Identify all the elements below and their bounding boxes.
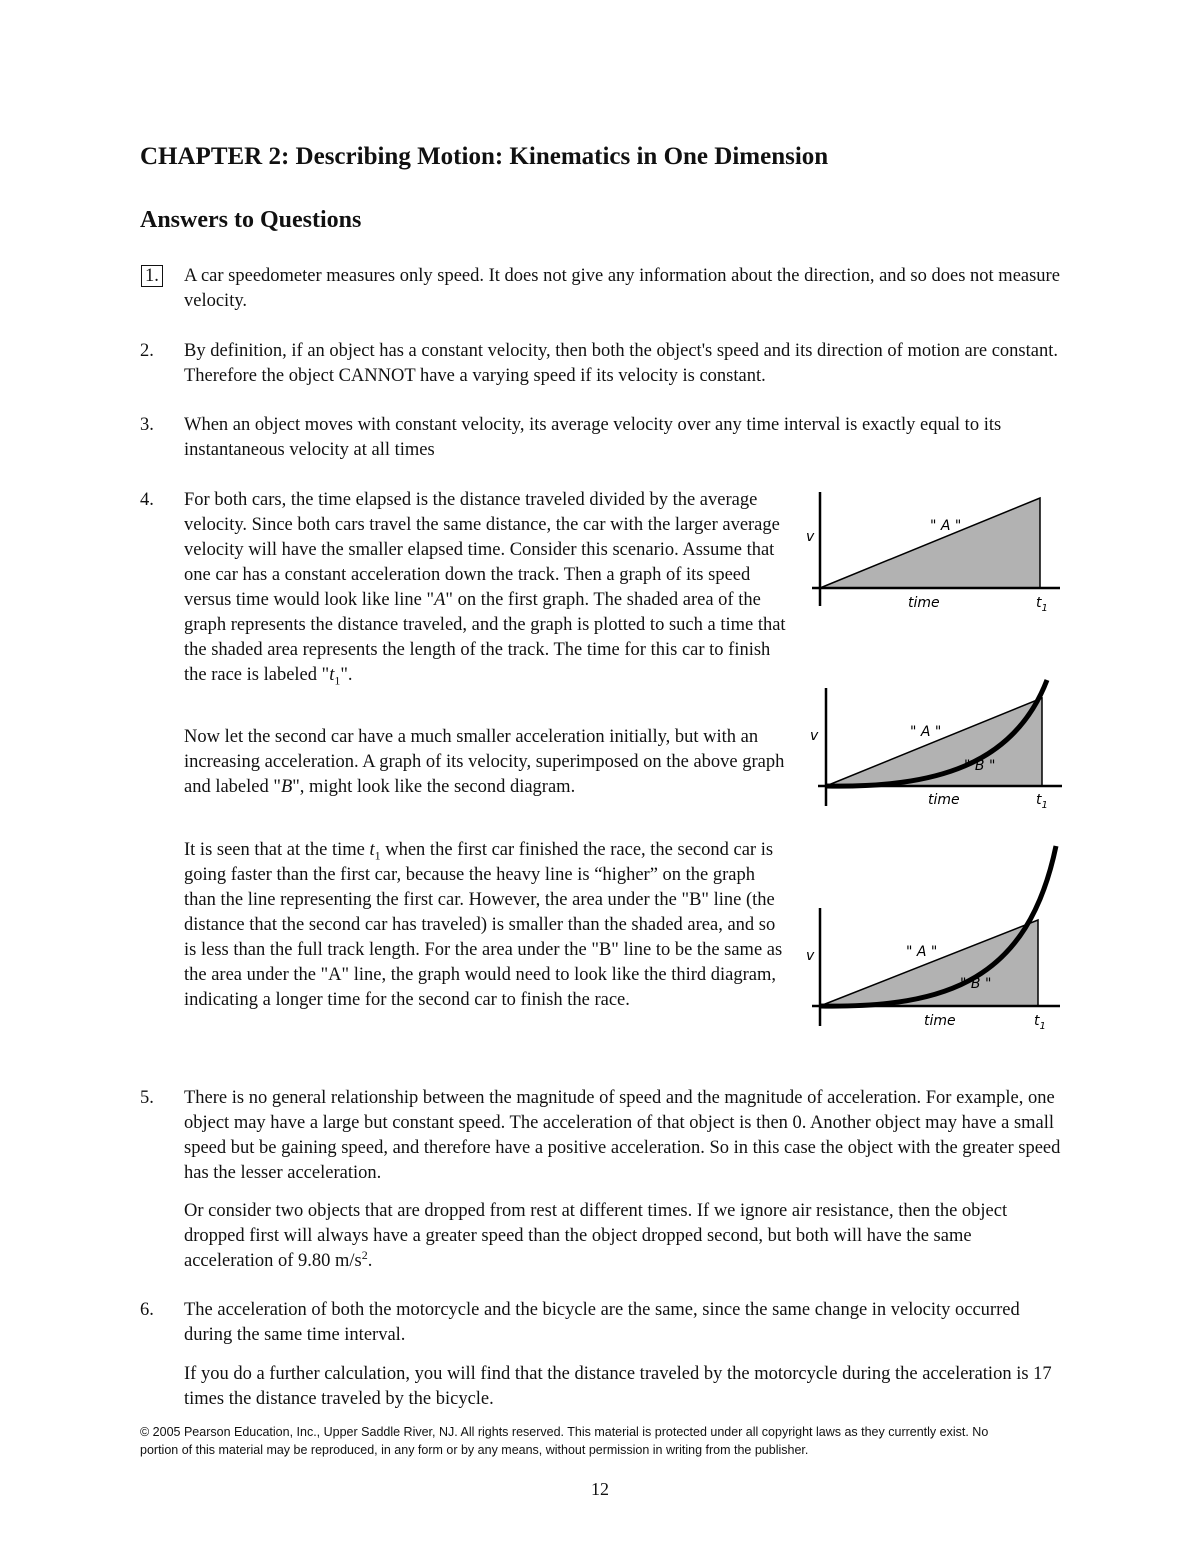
answer-4-p2-B: B <box>280 777 293 797</box>
graph-1-v-label: v <box>806 529 815 545</box>
answer-4-paragraph-2 <box>184 725 789 800</box>
answer-4-p1-part-a: For both cars, the time elapsed is the distance traveled divided by the average velocity. Since both cars travel the same distance, the car with the larger average velocity will have the smaller elapsed time. Consider this scenario. Assume that one car has a constant acceleration down the track. Then a graph of its speed versus time would look like line " <box>184 490 780 610</box>
graph-2-t: t <box>1036 792 1042 808</box>
answer-3-text: When an object moves with constant velocity, its average velocity over any time interval is exactly equal to its instantaneous velocity at all times <box>184 415 1002 460</box>
graph-1-t1-label <box>1036 595 1048 614</box>
question-number-4: 4. <box>140 490 154 510</box>
answer-5-p2-part-a: Or consider two objects that are dropped from rest at different times. If we ignore air resistance, then the object dropped first will always have a greater speed than the object dropped second, but both will have the same acceleration of 9.80 m/s <box>184 1201 1008 1271</box>
question-number-6: 6. <box>140 1300 154 1320</box>
velocity-time-graph-3 <box>798 840 1068 1035</box>
answer-5-p2-sup: 2 <box>361 1247 368 1262</box>
velocity-time-graph-1 <box>798 486 1068 616</box>
graph-3-t1-label <box>1034 1013 1046 1032</box>
answer-1-text: A car speedometer measures only speed. It does not give any information about the direction, and so does not measure velocity. <box>184 266 1060 311</box>
graph-3-time-label: time <box>924 1013 956 1029</box>
answer-6-paragraph-1: The acceleration of both the motorcycle and the bicycle are the same, since the same change in velocity occurred during the same time interval. <box>184 1300 1020 1345</box>
answer-5-p2-part-b: . <box>367 1251 373 1271</box>
graph-1-time-label: time <box>908 595 940 611</box>
question-number-2: 2. <box>140 341 154 361</box>
graph-2-t1-label <box>1036 792 1048 811</box>
graph-2-shaded-area-A <box>826 698 1042 786</box>
graph-1-t-sub: 1 <box>1041 603 1048 614</box>
graph-3-t: t <box>1034 1013 1040 1029</box>
answer-4-p1-part-b: " on the first graph. The shaded area of the graph represents the distance traveled, and the graph is plotted to such a time that the shaded area represents the length of the track. The time for this car to finish the race is labeled " <box>184 590 786 685</box>
question-number-3: 3. <box>140 415 154 435</box>
answer-4-p1-part-c: ". <box>340 665 353 685</box>
answer-4-p3-part-a: It is seen that at the time <box>184 840 370 860</box>
page-number: 12 <box>591 1479 609 1499</box>
graph-2-A-label: " A " <box>910 724 942 740</box>
answer-4-p3-t: t <box>369 840 375 860</box>
graph-2-B-label: " B " <box>964 758 996 774</box>
graph-2-v-label: v <box>810 728 819 744</box>
section-title: Answers to Questions <box>140 207 362 233</box>
answer-4-p1-t-sub: 1 <box>334 673 341 688</box>
graph-2-t-sub: 1 <box>1041 800 1048 811</box>
graph-3-A-label: " A " <box>906 944 938 960</box>
graph-3-t-sub: 1 <box>1039 1021 1046 1032</box>
answer-4-p3-part-b: when the first car finished the race, the second car is going faster than the first car, because the heavy line is “higher” on the graph than the line representing the first car. However, the area under the "B" line (the distance that the second car has traveled) is smaller than the shaded area, and so is less than the full track length. For the area under the "B" line to be the same as the area under the "A" line, the graph would need to look like the third diagram, indicating a longer time for the second car to finish the race. <box>184 840 783 1010</box>
answer-2-text: By definition, if an object has a constant velocity, then both the object's speed and its direction of motion are constant. Therefore the object CANNOT have a varying speed if its velocity is constant. <box>184 341 1058 386</box>
question-number-5: 5. <box>140 1088 154 1108</box>
answer-4-paragraph-3 <box>184 838 789 1013</box>
answer-4-p1-A: A <box>434 590 446 610</box>
question-number-1: 1. <box>141 265 163 287</box>
graph-3-shaded-area-A <box>820 920 1038 1006</box>
graph-1-A-label: " A " <box>930 518 962 534</box>
answer-4-p2-part-b: ", might look like the second diagram. <box>292 777 576 797</box>
copyright-footer: © 2005 Pearson Education, Inc., Upper Saddle River, NJ. All rights reserved. This material is protected under all copyright laws as they currently exist. No portion of this material may be reproduced, in any form or by any means, without permission in writing from the publisher. <box>140 1425 989 1457</box>
graph-2-time-label: time <box>928 792 960 808</box>
graph-1-shaded-area-A <box>820 498 1040 588</box>
answer-4-p3-t-sub: 1 <box>374 848 381 863</box>
answer-5-paragraph-1: There is no general relationship between the magnitude of speed and the magnitude of acceleration. For example, one object may have a large but constant speed. The acceleration of that object is then 0. Another object may have a small speed but be gaining speed, and therefore have a positive acceleration. So in this case the object with the greater speed has the lesser acceleration. <box>184 1088 1061 1183</box>
answer-4-p2-part-a: Now let the second car have a much smaller acceleration initially, but with an increasing acceleration. A graph of its velocity, superimposed on the above graph and labeled " <box>184 727 785 797</box>
velocity-time-graph-2 <box>804 676 1074 816</box>
answer-4-paragraph-1 <box>184 488 789 688</box>
graph-1-t: t <box>1036 595 1042 611</box>
graph-3-B-label: " B " <box>960 976 992 992</box>
answer-5-paragraph-2 <box>184 1199 1064 1274</box>
chapter-title: CHAPTER 2: Describing Motion: Kinematics in One Dimension <box>140 143 829 170</box>
answer-6-paragraph-2: If you do a further calculation, you will find that the distance traveled by the motorcycle during the acceleration is 17 times the distance traveled by the bicycle. <box>184 1364 1052 1409</box>
graph-3-v-label: v <box>806 948 815 964</box>
answer-4-p1-t: t <box>329 665 335 685</box>
